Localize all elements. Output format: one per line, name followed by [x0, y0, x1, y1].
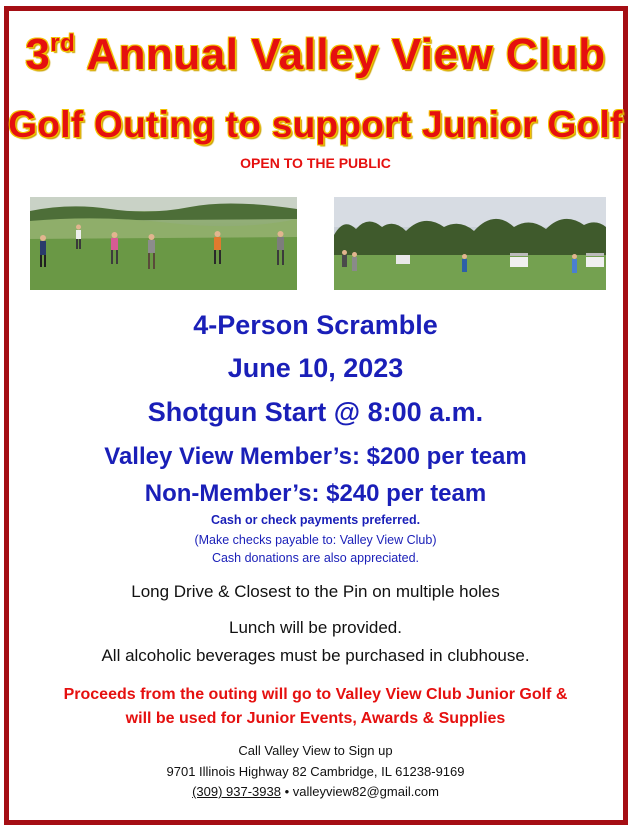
- contact-line: [0, 784, 631, 799]
- payment-donations: Cash donations are also appreciated.: [211, 551, 420, 565]
- contact-address: 9701 Illinois Highway 82 Cambridge, IL 61238-9169: [166, 764, 465, 779]
- event-date: June 10, 2023: [227, 353, 404, 383]
- flyer-subtitle: Golf Outing to support Junior Golf: [8, 104, 623, 145]
- event-format: 4-Person Scramble: [193, 310, 438, 340]
- junior-golfers-photo: [30, 197, 297, 290]
- proceeds-line-2: will be used for Junior Events, Awards & Supplies: [125, 710, 506, 727]
- alcohol-line: All alcoholic beverages must be purchased in clubhouse.: [101, 646, 530, 665]
- email-link[interactable]: valleyview82@gmail.com: [292, 784, 439, 799]
- title-rest: Annual Valley View Club: [86, 30, 606, 79]
- title-ordinal: rd: [50, 30, 76, 57]
- event-start-time: Shotgun Start @ 8:00 a.m.: [147, 397, 484, 427]
- title-number: 3: [25, 30, 51, 79]
- flyer-title: [0, 30, 631, 80]
- contact-call: Call Valley View to Sign up: [238, 743, 393, 758]
- nonmember-price: Non-Member’s: $240 per team: [144, 480, 487, 507]
- lunch-line: Lunch will be provided.: [229, 618, 402, 637]
- contact-separator: •: [280, 784, 293, 799]
- golf-course-carts-photo: [334, 197, 606, 290]
- proceeds-line-1: Proceeds from the outing will go to Valley View Club Junior Golf &: [63, 686, 568, 703]
- contests-line: Long Drive & Closest to the Pin on multiple holes: [131, 582, 500, 601]
- payment-preferred: Cash or check payments preferred.: [210, 513, 421, 527]
- open-to-public-label: OPEN TO THE PUBLIC: [240, 155, 391, 171]
- member-price: Valley View Member’s: $200 per team: [104, 443, 527, 470]
- phone-link[interactable]: (309) 937-3938: [192, 784, 281, 799]
- payment-payable: (Make checks payable to: Valley View Club): [194, 533, 437, 547]
